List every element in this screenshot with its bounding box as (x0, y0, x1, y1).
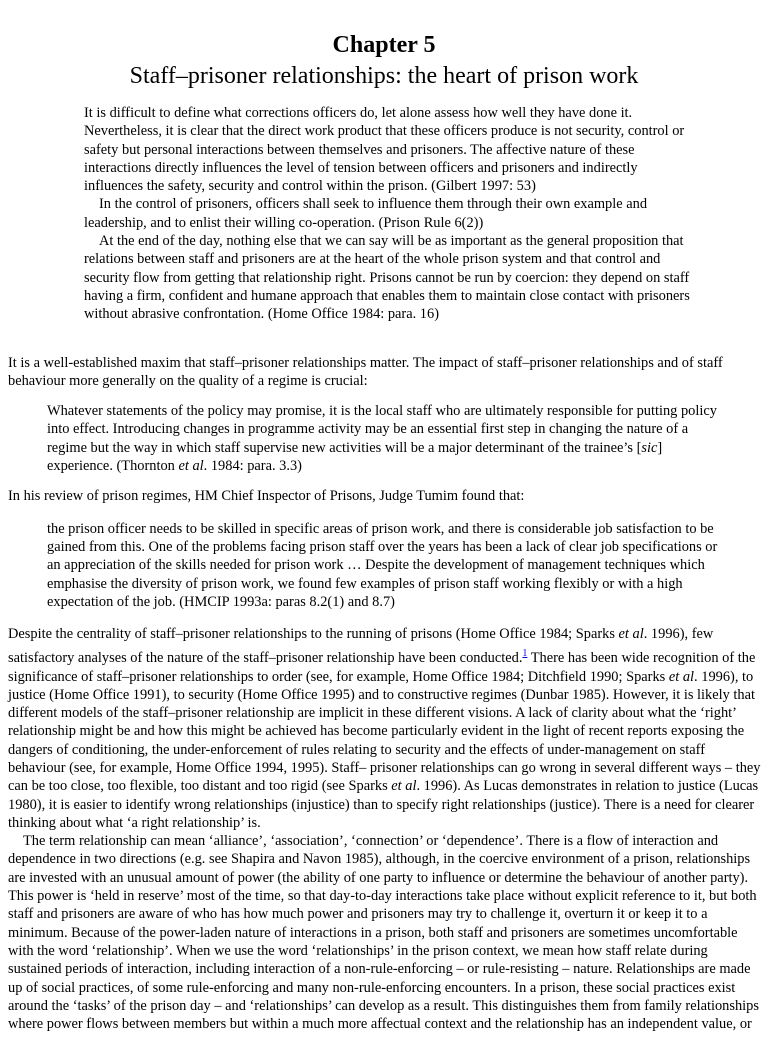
text-run: Despite the centrality of staff–prisoner relationships to the running of prisons (Home Office 1984; Sparks (8, 626, 619, 643)
epigraph-prison-rule: In the control of prisoners, officers shall seek to influence them through their own example and leadership, and to enlist their willing co-operation. (Prison Rule 6(2)) (84, 196, 648, 231)
epigraph-gilbert: It is difficult to define what corrections officers do, let alone assess how well they have done it. Nevertheless, it is clear that the direct work product that these officers produce is not security, control or safety but personal interactions between themselves and prisoners. The affective nature of these interactions directly influences the level of tension between officers and prisoners and indirectly influences the safety, security and control within the prison. (Gilbert 1997: 53) (84, 105, 685, 195)
quote-text: . 1984: para. 3.3) (203, 458, 302, 475)
block-quote-hmcip: the prison officer needs to be skilled in specific areas of prison work, and there is considerable job satisfaction to be gained from this. One of the problems facing prison staff over the years has been a lack of clear job specifications or an appreciation of the skills needed for prison work … Despite the development of management techniques which emphasise the diversity of prison work, we found few examples of prison staff working flexibly or with a high expectation of the job. (HMCIP 1993a: paras 8.2(1) and 8.7) (47, 520, 718, 610)
sic-marker: sic (641, 439, 658, 456)
main-text (0, 354, 768, 1034)
et-al: et al (178, 458, 204, 475)
quote-text: Whatever statements of the policy may promise, it is the local staff who are ultimately responsible for putting policy into effect. Introducing changes in programme activity may be an essential first step in changing the nature of a regime but the way in which staff supervise new activities will be a major determinant of the trainee’s [ (47, 403, 717, 456)
text-run: . 1996). As Lucas demonstrates in relation to justice (Lucas 1980), it is easier to identify wrong relationships (injustice) than to specify right relationships (justice). There is a need for clearer thinking about what ‘a right relationship’ is. (8, 778, 759, 831)
text-run: There has been wide recognition of the significance of staff–prisoner relationships to order (see, for example, Home Office 1984; Ditchfield 1990; Sparks (8, 650, 756, 685)
chapter-heading (0, 31, 768, 90)
block-quote-thornton (47, 402, 727, 475)
chapter-title: Staff–prisoner relationships: the heart of prison work (129, 63, 639, 89)
et-al: et al (618, 626, 644, 643)
et-al: et al (668, 668, 695, 685)
quote-text: ] experience. (Thornton (47, 439, 663, 475)
text-run: . 1996), few satisfactory analyses of the nature of the staff–prisoner relationship have been conducted. (8, 626, 714, 667)
epigraphs (84, 104, 694, 324)
paragraph-centrality (8, 625, 761, 832)
et-al: et al (391, 778, 417, 795)
paragraph-relationship-term: The term relationship can mean ‘alliance’, ‘association’, ‘connection’ or ‘dependence’. There is a flow of interaction and dependence in two directions (e.g. see Shapira and Navon 1985), although, in the coercive environment of a prison, relationships are invested with an unusual amount of power (the ability of one party to influence or determine the behaviour of another party). This power is ‘held in reserve’ most of the time, so that day-to-day interactions take place without explicit reference to it, but both staff and prisoners are aware of who has how much power and prisoners may try to challenge it, overturn it or keep it to a minimum. Because of the power-laden nature of interactions in a prison, both staff and prisoners are sometimes uncomfortable with the word ‘relationship’. When we use the word ‘relationships’ in the prison context, we mean how staff relate during sustained periods of interaction, including interaction of a non-rule-enforcing – or rule-resisting – nature. Relationships are made up of social practices, of some rule-enforcing and many non-rule-enforcing encounters. In a prison, these social practices exist around the ‘tasks’ of the prison day – and ‘relationships’ can develop as a result. This distinguishes them from family relationships where power flows between members but within a much more affectual context and the relationship has an independent value, or (8, 833, 759, 1033)
footnote-link[interactable]: 1 (522, 648, 528, 660)
paragraph-intro: It is a well-established maxim that staff–prisoner relationships matter. The impact of staff–prisoner relationships and of staff behaviour more generally on the quality of a regime is crucial: (8, 354, 723, 389)
paragraph-tumim: In his review of prison regimes, HM Chief Inspector of Prisons, Judge Tumim found that: (8, 488, 525, 505)
text-run: . 1996), to justice (Home Office 1991), to security (Home Office 1995) and to constructive regimes (Dunbar 1985). However, it is likely that different models of the staff–prisoner relationship are implicit in these different visions. A lack of clarity about what the ‘right’ relationship might be and how this might be achieved has become particularly evident in the light of recent reports exposing the dangers of conditioning, the under-enforcement of rules relating to security and the effects of under-management on staff behaviour (see, for example, Home Office 1994, 1995). Staff– prisoner relationships can go wrong in several different ways – they can be too close, too flexible, too distant and too rigid (see Sparks (8, 668, 761, 795)
epigraph-home-office: At the end of the day, nothing else that we can say will be as important as the general proposition that relations between staff and prisoners are at the heart of the whole prison system and that control and security flow from getting that relationship right. Prisons cannot be run by coercion: they depend on staff having a firm, confident and humane approach that enables them to maintain close contact with prisoners without abrasive confrontation. (Home Office 1984: para. 16) (84, 233, 690, 323)
chapter-number: Chapter 5 (332, 32, 436, 58)
